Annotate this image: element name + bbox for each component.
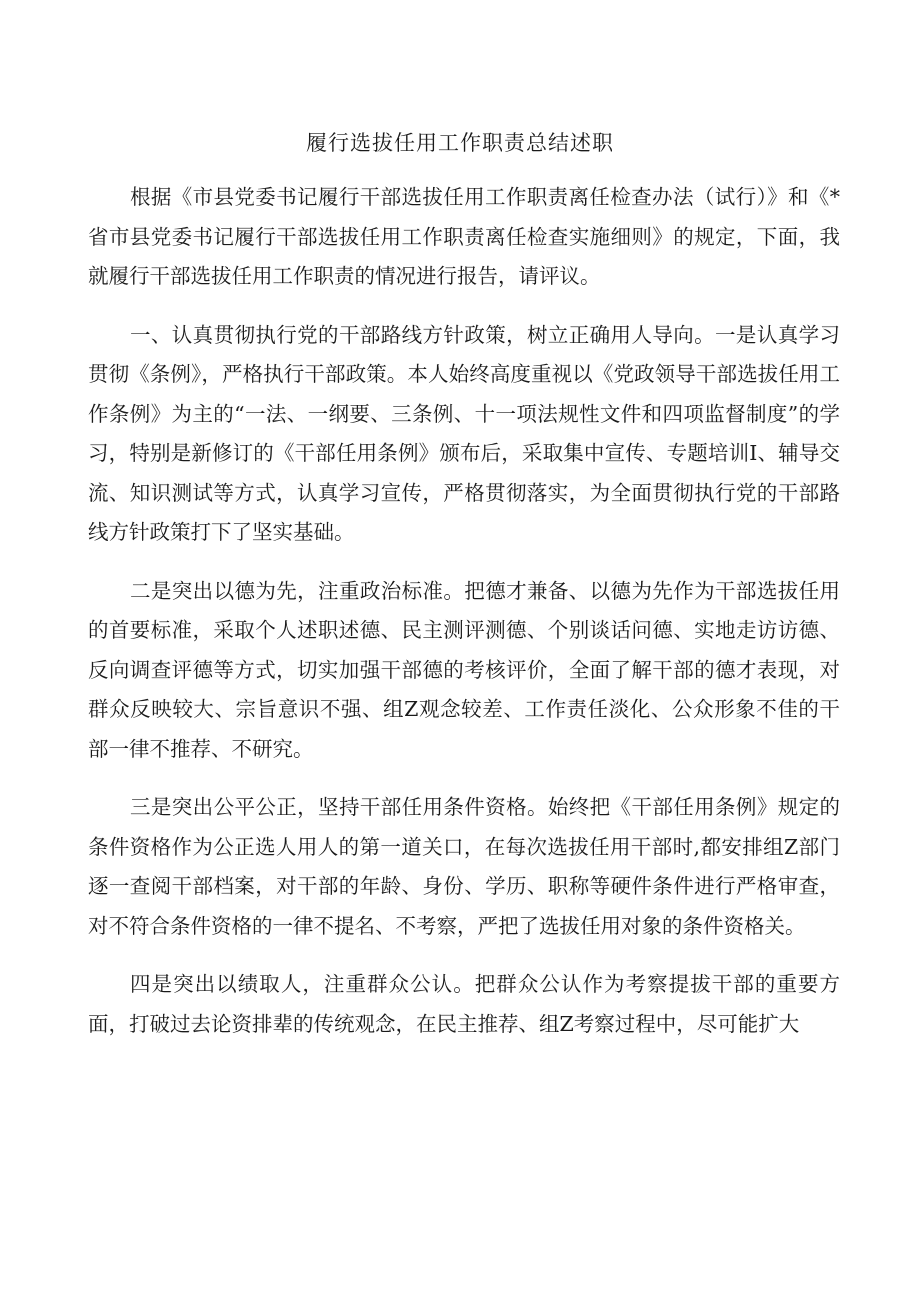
paragraph-section-one: 一、认真贯彻执行党的干部路线方针政策，树立正确用人导向。一是认真学习贯彻《条例》，严格执行干部政策。本人始终高度重视以《党政领导干部选拔任用工作条例》为主的“一法、一纲要、三条例、十一项法规性文件和四项监督制度”的学习，特别是新修订的《干部任用条例》颁布后，采取集中宣传、专题培训I、辅导交流、知识测试等方式，认真学习宣传，严格贯彻落实，为全面贯彻执行党的干部路线方针政策打下了坚实基础。	[88, 322, 840, 544]
paragraph-point-two: 二是突出以德为先，注重政治标准。把德才兼备、以德为先作为干部选拔任用的首要标准，采取个人述职述德、民主测评测德、个别谈话问德、实地走访访德、反向调查评德等方式，切实加强干部德的考核评价，全面了解干部的德才表现，对群众反映较大、宗旨意识不强、组Z观念较差、工作责任淡化、公众形象不佳的干部一律不推荐、不研究。	[88, 578, 840, 761]
document-title: 履行选拔任用工作职责总结述职	[306, 131, 614, 155]
paragraph-point-three: 三是突出公平公正，坚持干部任用条件资格。始终把《干部任用条例》规定的条件资格作为公正选人用人的第一道关口，在每次选拔任用干部时,都安排组Z部门逐一查阅干部档案，对干部的年龄、身份、学历、职称等硬件条件进行严格审查，对不符合条件资格的一律不提名、不考察，严把了选拔任用对象的条件资格关。	[88, 795, 840, 938]
document-body	[88, 178, 840, 1063]
paragraph-intro: 根据《市县党委书记履行干部选拔任用工作职责离任检查办法（试行）》和《*省市县党委书记履行干部选拔任用工作职责离任检查实施细则》的规定，下面，我就履行干部选拔任用工作职责的情况进行报告，请评议。	[88, 185, 840, 288]
paragraph-point-four: 四是突出以绩取人，注重群众公认。把群众公认作为考察提拔干部的重要方面，打破过去论资排辈的传统观念，在民主推荐、组Z考察过程中，尽可能扩大	[88, 972, 840, 1036]
